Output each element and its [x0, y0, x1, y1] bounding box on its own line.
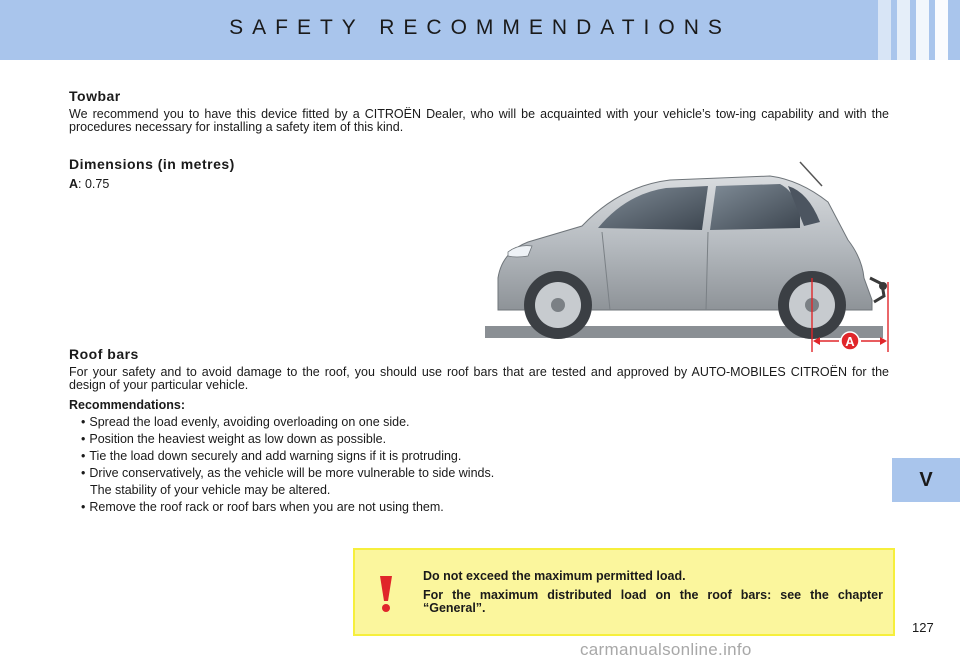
recommendations-label	[69, 399, 889, 412]
chapter-tab[interactable]: V	[892, 458, 960, 502]
header-stripe	[897, 0, 910, 60]
roof-bars-section	[69, 346, 889, 516]
exclamation-icon	[371, 574, 401, 614]
list-item-text: Position the heaviest weight as low down as possible.	[89, 432, 387, 446]
warning-line-2: For the maximum distributed load on the roof bars: see the chapter “General”.	[423, 588, 883, 615]
header-stripe	[935, 0, 948, 60]
dimension-marker-label: A	[845, 334, 855, 349]
list-item	[69, 499, 889, 516]
warning-text	[423, 570, 883, 621]
header-stripe	[916, 0, 929, 60]
page-number: 127	[912, 620, 934, 635]
header-stripes-decoration	[872, 0, 948, 60]
warning-box	[353, 548, 895, 636]
bullet: •	[81, 415, 86, 429]
header-stripe	[878, 0, 891, 60]
list-item	[69, 448, 889, 465]
roof-bars-text: For your safety and to avoid damage to the roof, you should use roof bars that are tested and approved by AUTO-MOBILES CITROËN for the design of your particular vehicle.	[69, 365, 889, 392]
recommendations-label-text: Recommendations:	[69, 398, 185, 412]
bullet: •	[81, 466, 86, 480]
watermark: carmanualsonline.info	[580, 640, 752, 659]
page-header	[0, 0, 960, 60]
towbar	[870, 278, 884, 302]
towbar-heading: Towbar	[69, 88, 121, 104]
list-item-text: Drive conservatively, as the vehicle will be more vulnerable to side winds.	[89, 466, 495, 480]
list-item-continuation: The stability of your vehicle may be altered.	[90, 483, 331, 497]
recommendations-list	[69, 414, 889, 516]
towbar-section	[69, 88, 889, 134]
list-item-text: Tie the load down securely and add warning signs if it is protruding.	[89, 449, 462, 463]
dimension-a-value: : 0.75	[78, 177, 110, 191]
list-item	[69, 431, 889, 448]
list-item-text: Remove the roof rack or roof bars when you are not using them.	[89, 500, 444, 514]
bullet: •	[81, 432, 86, 446]
car-towbar-illustration	[470, 160, 900, 360]
bullet: •	[81, 449, 86, 463]
list-item	[69, 414, 889, 431]
dimension-a-label: A	[69, 177, 79, 191]
bullet: •	[81, 500, 86, 514]
roof-bars-heading: Roof bars	[69, 346, 139, 362]
dimensions-heading: Dimensions (in metres)	[69, 156, 235, 172]
page-title: SAFETY RECOMMENDATIONS	[229, 16, 731, 39]
warning-line-1: Do not exceed the maximum permitted load.	[423, 569, 686, 583]
car-rear-window	[710, 184, 800, 230]
list-item	[69, 465, 889, 499]
towbar-text: We recommend you to have this device fitted by a CITROËN Dealer, who will be acquainted with your vehicle’s tow-ing capability and with the procedures necessary for installing a safety item of this kind.	[69, 107, 889, 134]
list-item-text: Spread the load evenly, avoiding overloading on one side.	[89, 415, 410, 429]
